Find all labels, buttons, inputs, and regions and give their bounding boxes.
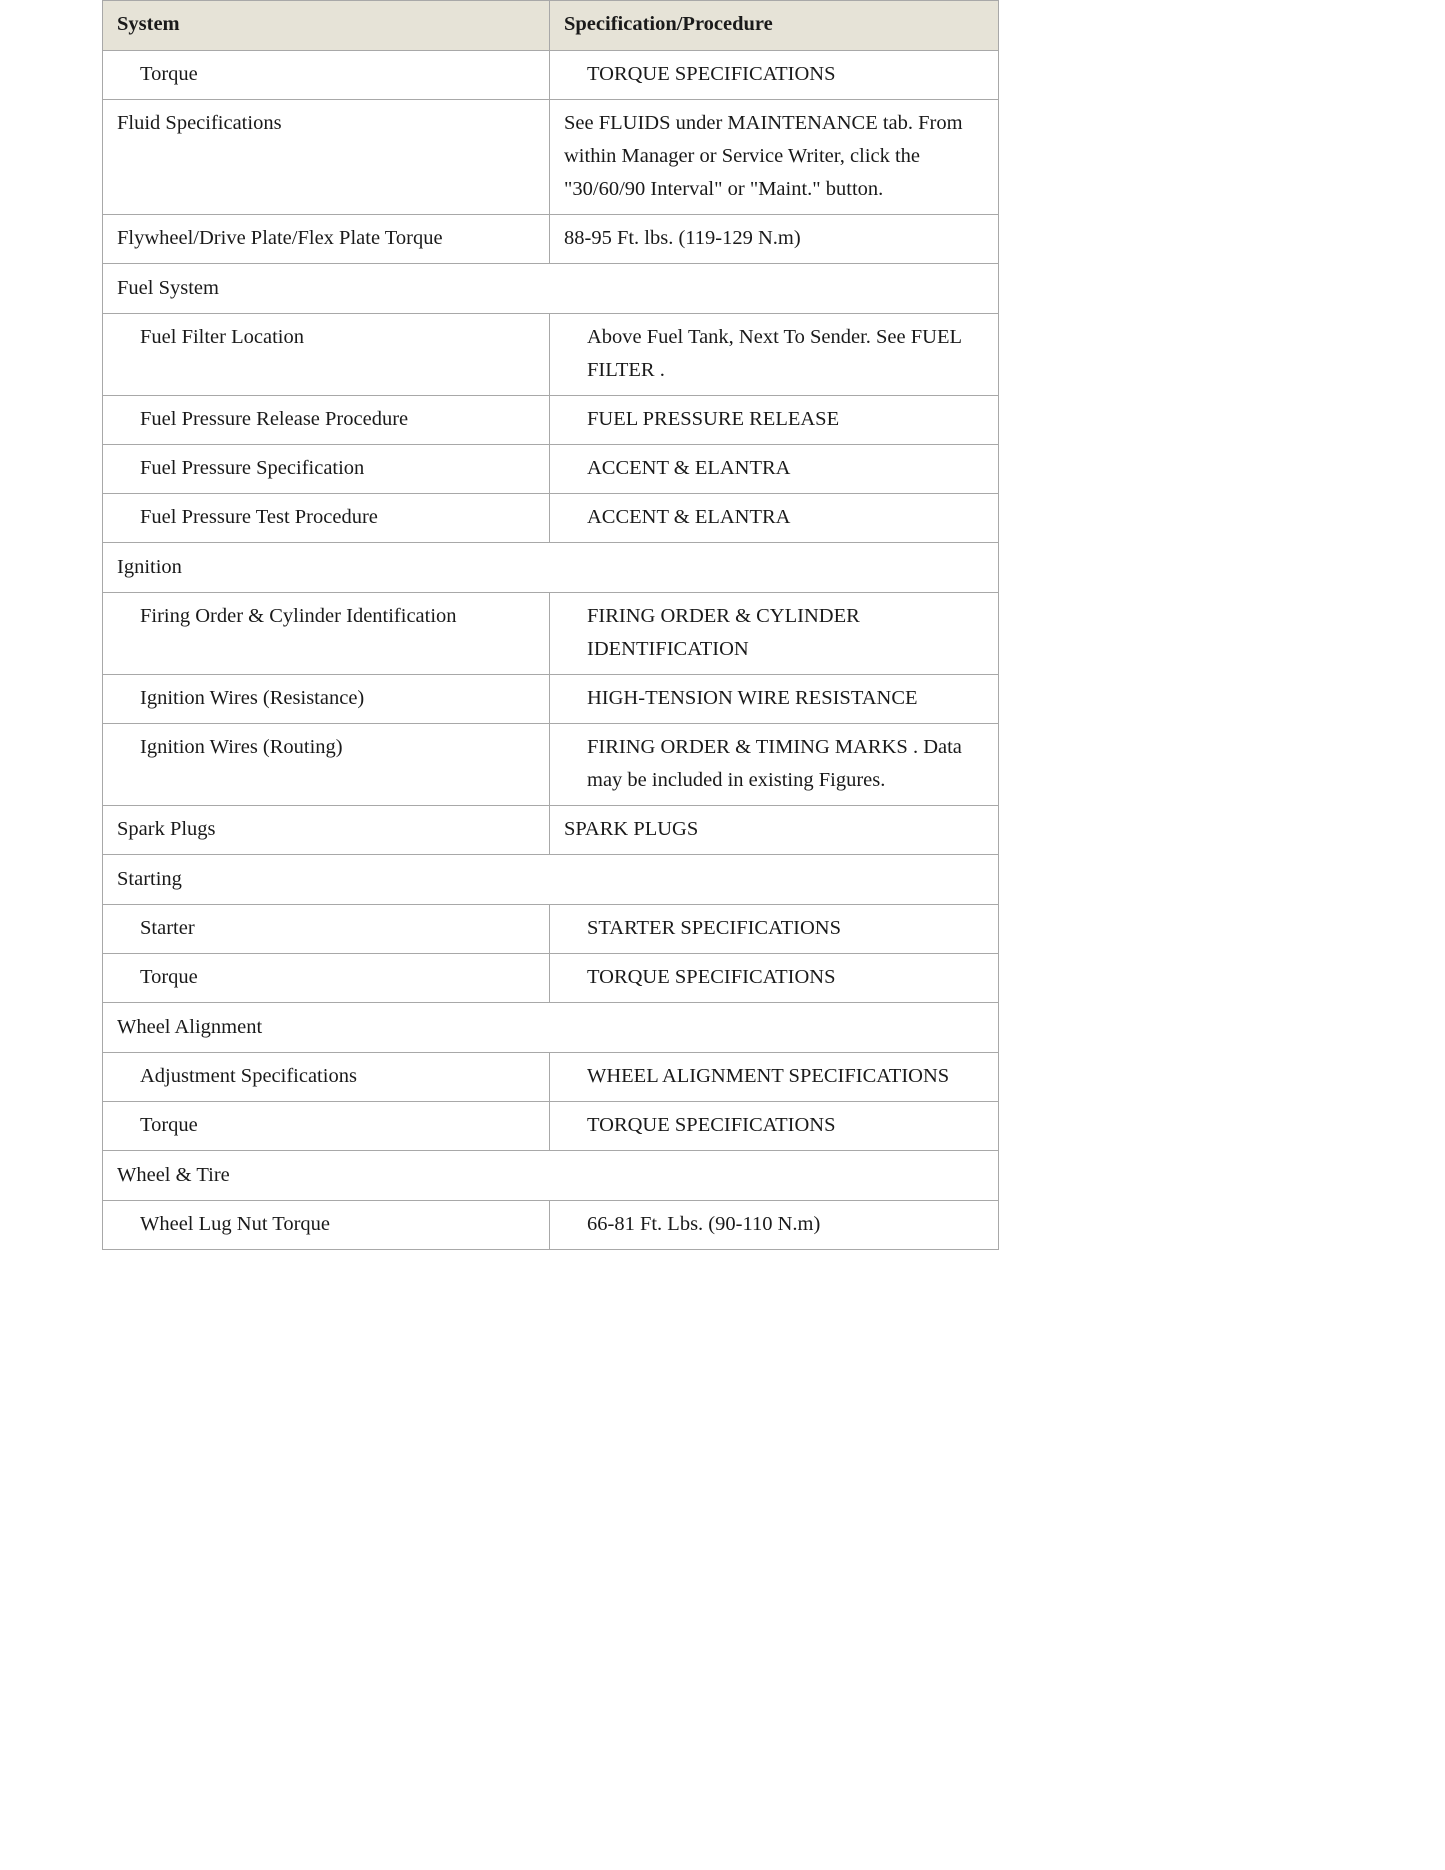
table-row [103,905,999,954]
system-cell: Fuel Pressure Test Procedure [103,494,550,543]
table-body [103,51,999,1250]
section-label: Wheel Alignment [103,1003,999,1053]
spec-cell: WHEEL ALIGNMENT SPECIFICATIONS [550,1053,999,1102]
section-row [103,1151,999,1201]
section-label: Ignition [103,543,999,593]
system-cell: Fuel Filter Location [103,314,550,396]
spec-cell: 88-95 Ft. lbs. (119-129 N.m) [550,215,999,264]
spec-cell: FIRING ORDER & TIMING MARKS . Data may be included in existing Figures. [550,724,999,806]
system-column-header: System [103,1,550,51]
section-row [103,543,999,593]
system-cell: Starter [103,905,550,954]
table-row [103,51,999,100]
system-cell: Adjustment Specifications [103,1053,550,1102]
system-cell: Torque [103,1102,550,1151]
system-cell: Fluid Specifications [103,100,550,215]
section-row [103,855,999,905]
table-row [103,215,999,264]
spec-cell: TORQUE SPECIFICATIONS [550,1102,999,1151]
system-cell: Ignition Wires (Resistance) [103,675,550,724]
table-row [103,1201,999,1250]
spec-cell: 66-81 Ft. Lbs. (90-110 N.m) [550,1201,999,1250]
spec-cell: SPARK PLUGS [550,806,999,855]
system-cell: Fuel Pressure Release Procedure [103,396,550,445]
table-row [103,445,999,494]
table-row [103,396,999,445]
section-label: Fuel System [103,264,999,314]
section-row [103,1003,999,1053]
table-row [103,1102,999,1151]
system-cell: Wheel Lug Nut Torque [103,1201,550,1250]
specification-table [102,0,999,1250]
table-row [103,724,999,806]
table-header-row [103,1,999,51]
system-cell: Flywheel/Drive Plate/Flex Plate Torque [103,215,550,264]
spec-cell: STARTER SPECIFICATIONS [550,905,999,954]
system-cell: Ignition Wires (Routing) [103,724,550,806]
spec-cell: FIRING ORDER & CYLINDER IDENTIFICATION [550,593,999,675]
table-row [103,675,999,724]
spec-cell: ACCENT & ELANTRA [550,445,999,494]
table-row [103,100,999,215]
system-cell: Firing Order & Cylinder Identification [103,593,550,675]
system-cell: Torque [103,51,550,100]
table-row [103,954,999,1003]
system-cell: Spark Plugs [103,806,550,855]
table-row [103,806,999,855]
spec-cell: TORQUE SPECIFICATIONS [550,954,999,1003]
table-row [103,494,999,543]
section-label: Starting [103,855,999,905]
table-row [103,314,999,396]
table-row [103,593,999,675]
section-label: Wheel & Tire [103,1151,999,1201]
spec-cell: Above Fuel Tank, Next To Sender. See FUEL FILTER . [550,314,999,396]
spec-cell: FUEL PRESSURE RELEASE [550,396,999,445]
table-row [103,1053,999,1102]
spec-cell: See FLUIDS under MAINTENANCE tab. From within Manager or Service Writer, click the "30/60/90 Interval" or "Maint." button. [550,100,999,215]
spec-cell: ACCENT & ELANTRA [550,494,999,543]
spec-column-header: Specification/Procedure [550,1,999,51]
system-cell: Torque [103,954,550,1003]
section-row [103,264,999,314]
spec-cell: TORQUE SPECIFICATIONS [550,51,999,100]
system-cell: Fuel Pressure Specification [103,445,550,494]
spec-cell: HIGH-TENSION WIRE RESISTANCE [550,675,999,724]
